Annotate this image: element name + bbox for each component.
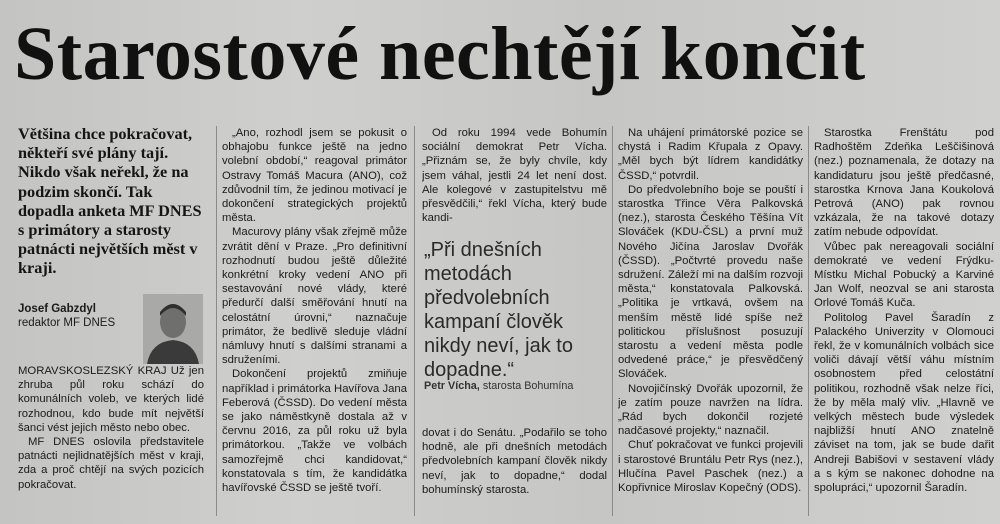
pull-quote-attribution — [424, 380, 604, 392]
column-divider — [216, 126, 217, 516]
column-5 — [814, 126, 994, 520]
paragraph: „Ano, rozhodl jsem se pokusit o obhajobu funkce ještě na jedno volební období,“ reagoval primátor Ostravy Tomáš Macura (ANO), což zdůvodnil tím, že jedinou motivací je dokončení strategických projektů města. — [222, 127, 407, 225]
pull-quote-role: starosta Bohumína — [482, 380, 574, 392]
paragraph: Starostka Frenštátu pod Radhoštěm Zdeňka Leščišinová (nez.) poznamenala, že dotazy na kandidaturu jsou ještě předčasné, starostka Krnova Jana Koukolová Petrová (ANO) pak rovnou vzkázala, že na takové dotazy zatím nebude odpovídat. — [814, 127, 994, 239]
column-1 — [18, 364, 204, 520]
column-divider — [808, 126, 809, 516]
lead-paragraph: Většina chce pokračovat, někteří své plány tají. Nikdo však neřekl, že na podzim skončí. Tak dopadla anketa MF DNES s primátory a starosty patnácti největších měst v kraji. — [18, 124, 202, 278]
column-3-bottom — [422, 426, 607, 520]
paragraph: dovat i do Senátu. „Podařilo se toho hodně, ale při dnešních metodách předvolebních kampaní člověk nikdy neví, jak to dopadne,“ dodal bohumínský starosta. — [422, 427, 607, 496]
paragraph: MF DNES oslovila představitele patnácti nejlidnatějších měst v kraji, zda a proč chtějí na svých pozicích pokračovat. — [18, 436, 204, 491]
column-4 — [618, 126, 803, 520]
paragraph: Od roku 1994 vede Bohumín sociální demokrat Petr Vícha. „Přiznám se, že byly chvíle, kdy jsem váhal, jestli 24 let není dost. Ale kolegové v zastupitelstvu mě přesvědčili,“ řekl Vícha, který bude kandi- — [422, 127, 607, 225]
author-role: redaktor MF DNES — [18, 317, 116, 329]
paragraph: Do předvolebního boje se pouští i starostka Třince Věra Palkovská (nez.), starosta Českého Těšína Vít Slováček (KDU-ČSL) a první muž Nového Jičína Jaroslav Dvořák (ČSSD). „Počtvrté provedu naše sdružení. Záleží mi na dalším rozvoji města,“ konstatovala Palkovská. „Politika je vrtkavá, ovšem na menším městě lidé spíše než politickou příslušnost posuzují starostu a vedení města podle odvedené práce,“ je přesvědčený Slováček. — [618, 183, 803, 381]
author-name: Josef Gabzdyl — [18, 303, 96, 315]
column-3-top — [422, 126, 607, 226]
paragraph: MORAVSKOSLEZSKÝ KRAJ Už jen zhruba půl roku schází do komunálních voleb, ve kterých lidé rozhodnou, kdo bude mít největší šanci vést jejich město nebo obec. — [18, 365, 204, 434]
paragraph: Vůbec pak nereagovali sociální demokraté ve vedení Frýdku-Místku Michal Pobucký a Karviné Jan Wolf, neozval se ani starosta Orlové Tomáš Kuča. — [814, 240, 994, 310]
headline: Starostové nechtějí končit — [14, 12, 866, 96]
author-photo — [143, 294, 203, 364]
column-divider — [414, 126, 415, 516]
pull-quote: „Při dnešních metodách předvolebních kampaní člověk nikdy neví, jak to dopadne.“ — [424, 239, 573, 381]
author-portrait-icon — [143, 294, 203, 364]
paragraph: Chuť pokračovat ve funkci projevili i starostové Bruntálu Petr Rys (nez.), Hlučína Pavel Paschek (nez.) a Kopřivnice Miroslav Kopečný (ODS). — [618, 439, 803, 495]
paragraph: Macurovy plány však zřejmě může zvrátit dění v Praze. „Pro definitivní rozhodnutí budou ještě důležité konkrétní kroky vedení ANO při sestavování nové vlády, které předurčí další směřování hnutí na celostátní úrovni,“ naznačuje primátor, že bedlivě sleduje vládní námluvy hnutí s dalšími stranami a sdruženími. — [222, 226, 407, 367]
paragraph: Novojičínský Dvořák upozornil, že je zatím pouze navržen na lídra. „Rád bych dokončil rozjeté nadčasové projekty,“ naznačil. — [618, 382, 803, 438]
column-2 — [222, 126, 407, 520]
paragraph: Dokončení projektů zmiňuje například i primátorka Havířova Jana Feberová (ČSSD). Do vedení města se jako náměstkyně dostala až v červnu 2016, za půl roku už byla primátorkou. „Takže ve volbách samozřejmě chci kandidovat,“ konstatovala s tím, že kandidátka havířovské ČSSD se ještě tvoří. — [222, 368, 407, 495]
column-divider — [612, 126, 613, 516]
pull-quote-author: Petr Vícha, — [424, 380, 480, 392]
paragraph: Politolog Pavel Šaradín z Palackého Univerzity v Olomouci řekl, že v komunálních volbách sice voliči dávají větší váhu místním osobnostem před celostátní politikou, rozhodně však nelze říci, že by měla malý vliv. „Hlavně ve velkých městech bude výsledek najbližší hnutí ANO znatelně záviset na tom, jak se bude dařit Andreji Babišovi v sestavení vlády a s kým se nakonec dohodne na spolupráci,“ upozornil Šaradín. — [814, 311, 994, 495]
paragraph: Na uhájení primátorské pozice se chystá i Radim Křupala z Opavy. „Měl bych být lídrem kandidátky ČSSD,“ potvrdil. — [618, 127, 803, 182]
